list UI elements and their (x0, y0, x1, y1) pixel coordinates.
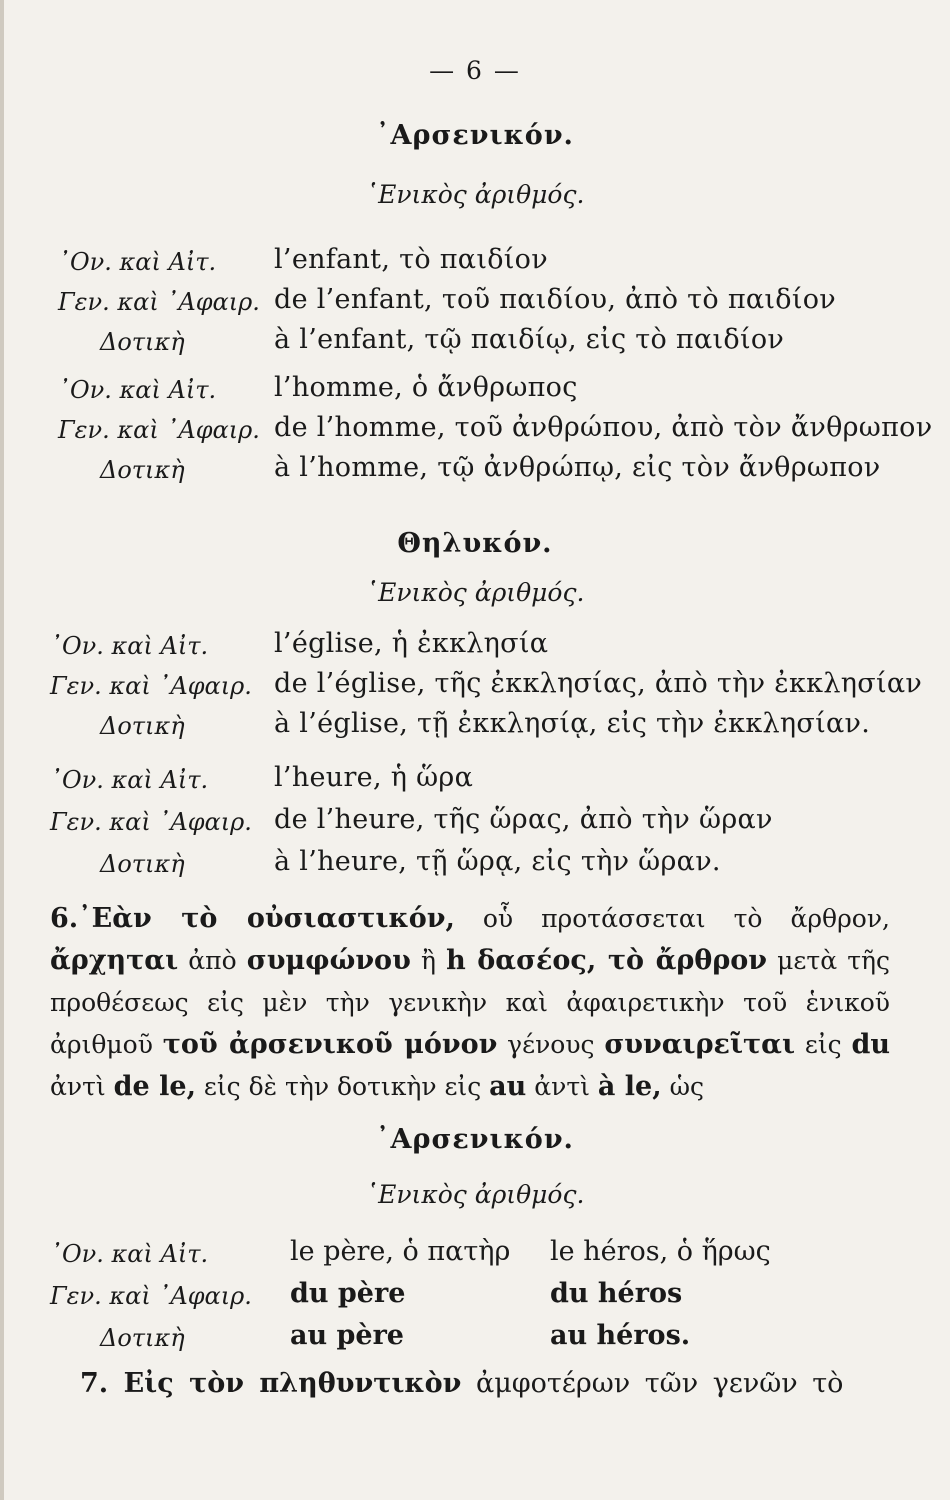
section-subheading-singular: ῾Ενικὸς ἀριθμός. (365, 578, 585, 607)
paragraph-6 (50, 898, 890, 1108)
para-emphasis: de le, (113, 1071, 196, 1102)
case-label: ᾿Ον. καὶ Αἰτ. (50, 1240, 209, 1268)
case-label: Γεν. καὶ ᾿Αφαιρ. (50, 1282, 252, 1310)
section-heading-masculine: ᾿Αρσενικόν. (376, 1124, 574, 1155)
case-label: Γεν. καὶ ᾿Αφαιρ. (58, 416, 260, 444)
example-heros: le héros, ὁ ἥρως (550, 1236, 771, 1267)
page-edge (0, 0, 4, 1500)
para-text: εἰς (795, 1030, 852, 1059)
case-label: Δοτικὴ (100, 328, 185, 356)
para-text: ἀντὶ (50, 1072, 114, 1101)
para-text: γένους (497, 1030, 605, 1059)
case-label: ᾿Ον. καὶ Αἰτ. (50, 632, 209, 660)
para-emphasis: 6.᾿Εὰν τὸ οὐσιαστικόν, (50, 903, 455, 934)
example-heros: du héros (550, 1278, 683, 1309)
para-text: εἰς δὲ τὴν δοτικὴν εἰς (195, 1072, 490, 1101)
section-subheading-singular: ῾Ενικὸς ἀριθμός. (365, 180, 585, 209)
section-heading-masculine: ᾿Αρσενικόν. (376, 120, 574, 151)
example-pere: au père (290, 1320, 404, 1351)
case-label: Δοτικὴ (100, 850, 185, 878)
article-form: l’heure, ἡ ὥρα (274, 762, 474, 793)
case-label: Δοτικὴ (100, 712, 185, 740)
article-form: de l’homme, τοῦ ἀνθρώπου, ἀπὸ τὸν ἄνθρωπον (274, 412, 933, 443)
article-form: à l’heure, τῇ ὥρᾳ, εἰς τὴν ὥραν. (274, 846, 721, 877)
article-form: l’enfant, τὸ παιδίον (274, 244, 548, 275)
para-emphasis: h δασέος, τὸ ἄρθρον (446, 945, 768, 976)
case-label: Γεν. καὶ ᾿Αφαιρ. (50, 672, 252, 700)
para-text: ἀντὶ (526, 1072, 598, 1101)
case-label: ᾿Ον. καὶ Αἰτ. (50, 766, 209, 794)
para-text: μετὰ τῆς προθέσεως εἰς μὲν τὴν γενικὴν καὶ ἀφαιρετικὴν τοῦ ἑνικοῦ ἀριθμοῦ (50, 946, 891, 1059)
example-heros: au héros. (550, 1320, 691, 1351)
article-form: de l’heure, τῆς ὥρας, ἀπὸ τὴν ὥραν (274, 804, 773, 835)
para-text: ὡς (661, 1072, 704, 1101)
article-form: de l’église, τῆς ἐκκλησίας, ἀπὸ τὴν ἐκκλησίαν (274, 668, 923, 699)
case-label: Γεν. καὶ ᾿Αφαιρ. (58, 288, 260, 316)
page-number: — 6 — (429, 56, 521, 85)
article-form: l’homme, ὁ ἄνθρωπος (274, 372, 578, 403)
para-emphasis: τοῦ ἀρσενικοῦ μόνον (162, 1029, 498, 1060)
example-pere: du père (290, 1278, 406, 1309)
para-text: οὗ προτάσσεται τὸ ἄρθρον, (454, 904, 891, 933)
section-subheading-singular: ῾Ενικὸς ἀριθμός. (365, 1180, 585, 1209)
article-form: de l’enfant, τοῦ παιδίου, ἀπὸ τὸ παιδίον (274, 284, 837, 315)
case-label: Δοτικὴ (100, 1324, 185, 1352)
paragraph-7 (80, 1368, 843, 1399)
para-emphasis: πληθυντικὸν (259, 1368, 462, 1399)
para-text: ἀμφοτέρων τῶν γενῶν τὸ (461, 1368, 844, 1399)
para-emphasis: à le, (597, 1071, 662, 1102)
para-emphasis: συμφώνου (246, 945, 411, 976)
para-emphasis: au (489, 1071, 527, 1102)
article-form: l’église, ἡ ἐκκλησία (274, 628, 549, 659)
para-text: ἢ (410, 946, 447, 975)
para-emphasis: du (851, 1029, 890, 1060)
article-form: à l’homme, τῷ ἀνθρώπῳ, εἰς τὸν ἄνθρωπον (274, 452, 881, 483)
para-emphasis: ἄρχηται (50, 945, 179, 976)
case-label: ᾿Ον. καὶ Αἰτ. (58, 248, 217, 276)
example-pere: le père, ὁ πατὴρ (290, 1236, 511, 1267)
case-label: Δοτικὴ (100, 456, 185, 484)
case-label: Γεν. καὶ ᾿Αφαιρ. (50, 808, 252, 836)
para-text: ἀπὸ (178, 946, 247, 975)
para-emphasis: συναιρεῖται (604, 1029, 796, 1060)
article-form: à l’église, τῇ ἐκκλησίᾳ, εἰς τὴν ἐκκλησίαν. (274, 708, 871, 739)
para-text: 7. Εἰς τὸν (80, 1368, 260, 1399)
case-label: ᾿Ον. καὶ Αἰτ. (58, 376, 217, 404)
article-form: à l’enfant, τῷ παιδίῳ, εἰς τὸ παιδίον (274, 324, 785, 355)
section-heading-feminine: Θηλυκόν. (397, 528, 553, 559)
